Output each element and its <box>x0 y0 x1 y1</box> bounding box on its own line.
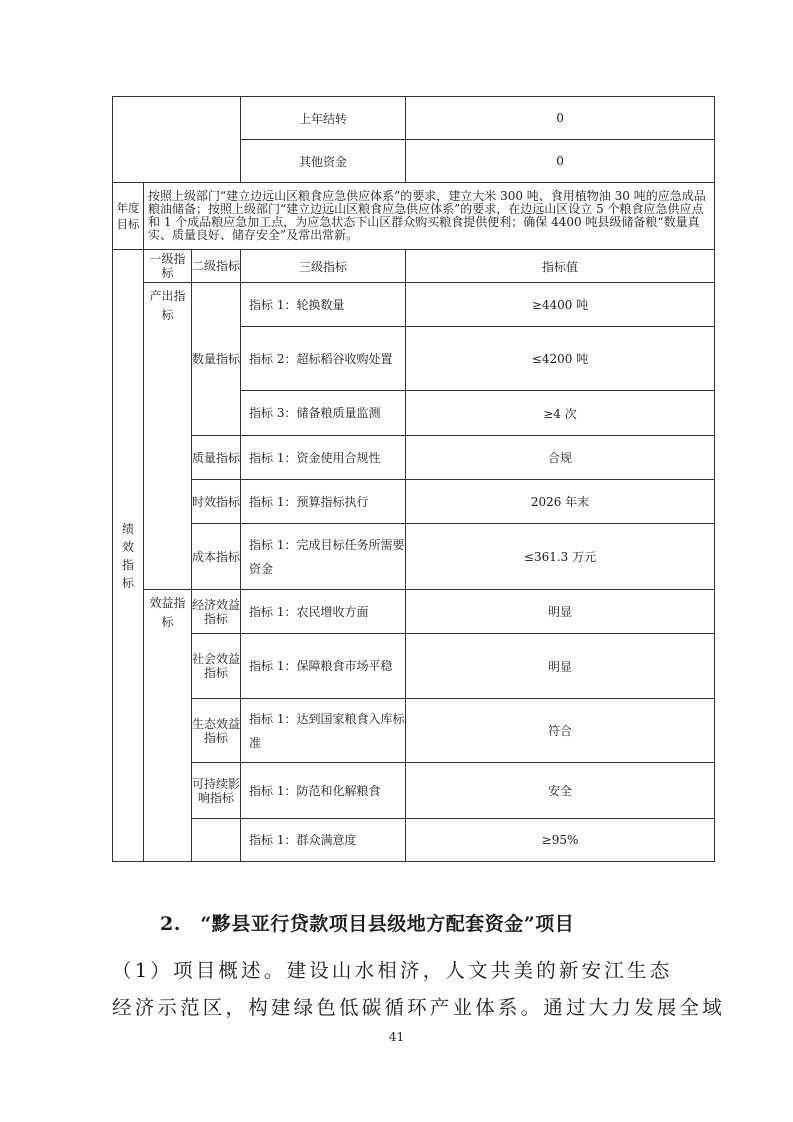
header-value: 指标值 <box>406 250 715 283</box>
indicator-name: 指标 1：轮换数量 <box>241 283 406 327</box>
indicator-value: 明显 <box>406 590 715 634</box>
funding-blank-cell <box>113 97 241 183</box>
level2-ecological: 生态效益指标 <box>192 699 241 763</box>
indicator-row <box>113 524 715 590</box>
level1-output: 产出指标 <box>144 283 192 590</box>
section-heading: 2. “黟县亚行贷款项目县级地方配套资金”项目 <box>160 913 575 935</box>
indicator-value: ≤361.3 万元 <box>406 524 715 590</box>
funding-value: 0 <box>406 140 715 183</box>
indicator-value: ≥4 次 <box>406 391 715 436</box>
indicator-value: 符合 <box>406 699 715 763</box>
indicator-name: 指标 3：储备粮质量监测 <box>241 391 406 436</box>
indicator-header-row <box>113 250 715 283</box>
paragraph-line: （1）项目概述。建设山水相济，人文共美的新安江生态 <box>112 959 673 982</box>
indicator-name: 指标 1：预算指标执行 <box>241 480 406 524</box>
indicator-value: 合规 <box>406 436 715 480</box>
level2-satisfaction-blank <box>192 819 241 862</box>
indicator-row <box>113 699 715 763</box>
indicator-row <box>113 436 715 480</box>
level2-sustainable: 可持续影响指标 <box>192 763 241 819</box>
level1-benefit: 效益指标 <box>144 590 192 862</box>
level2-cost: 成本指标 <box>192 524 241 590</box>
indicator-value: 明显 <box>406 634 715 699</box>
indicator-row <box>113 283 715 327</box>
indicator-row <box>113 480 715 524</box>
indicator-row <box>113 819 715 862</box>
header-level1: 一级指标 <box>144 250 192 283</box>
level2-quality: 质量指标 <box>192 436 241 480</box>
level2-economic: 经济效益指标 <box>192 590 241 634</box>
indicator-name: 指标 1：达到国家粮食入库标准 <box>241 699 406 763</box>
indicator-row <box>113 634 715 699</box>
page-number: 41 <box>388 1030 405 1044</box>
funding-label: 其他资金 <box>241 140 406 183</box>
perf-indicator-label: 绩效指标 <box>113 250 144 862</box>
indicator-row <box>113 590 715 634</box>
indicator-value: 安全 <box>406 763 715 819</box>
indicator-name: 指标 1：完成目标任务所需要资金 <box>241 524 406 590</box>
indicator-name: 指标 1：资金使用合规性 <box>241 436 406 480</box>
indicator-value: 2026 年末 <box>406 480 715 524</box>
annual-goal-row <box>113 183 715 250</box>
funding-value: 0 <box>406 97 715 140</box>
indicator-name: 指标 1：农民增收方面 <box>241 590 406 634</box>
level2-quantity: 数量指标 <box>192 283 241 436</box>
annual-goal-text: 按照上级部门“建立边远山区粮食应急供应体系”的要求，建立大米 300 吨、食用植物油 30 吨的应急成品粮油储备；按照上级部门“建立边远山区粮食应急供应体系”的要求，在边远山区设立 5 个粮食应急供应点和 1 个成品粮应急加工点，为应急状态下山区群众购买粮食提供便利；确保 4400 吨县级储备粮“数量真实、质量良好、储存安全”及常出常新。 <box>144 183 715 250</box>
indicator-name: 指标 1：防范和化解粮食 <box>241 763 406 819</box>
performance-table <box>112 96 715 862</box>
paragraph-line: 经济示范区，构建绿色低碳循环产业体系。通过大力发展全域 <box>112 996 725 1019</box>
indicator-value: ≥95% <box>406 819 715 862</box>
indicator-value: ≥4400 吨 <box>406 283 715 327</box>
indicator-name: 指标 1：群众满意度 <box>241 819 406 862</box>
header-level2: 二级指标 <box>192 250 241 283</box>
level2-social: 社会效益指标 <box>192 634 241 699</box>
indicator-name: 指标 1：保障粮食市场平稳 <box>241 634 406 699</box>
level2-timeliness: 时效指标 <box>192 480 241 524</box>
funding-label: 上年结转 <box>241 97 406 140</box>
indicator-name: 指标 2：超标稻谷收购处置 <box>241 327 406 391</box>
header-level3: 三级指标 <box>241 250 406 283</box>
indicator-row <box>113 763 715 819</box>
annual-goal-label: 年度目标 <box>113 183 144 250</box>
indicator-value: ≤4200 吨 <box>406 327 715 391</box>
funding-row <box>113 97 715 140</box>
